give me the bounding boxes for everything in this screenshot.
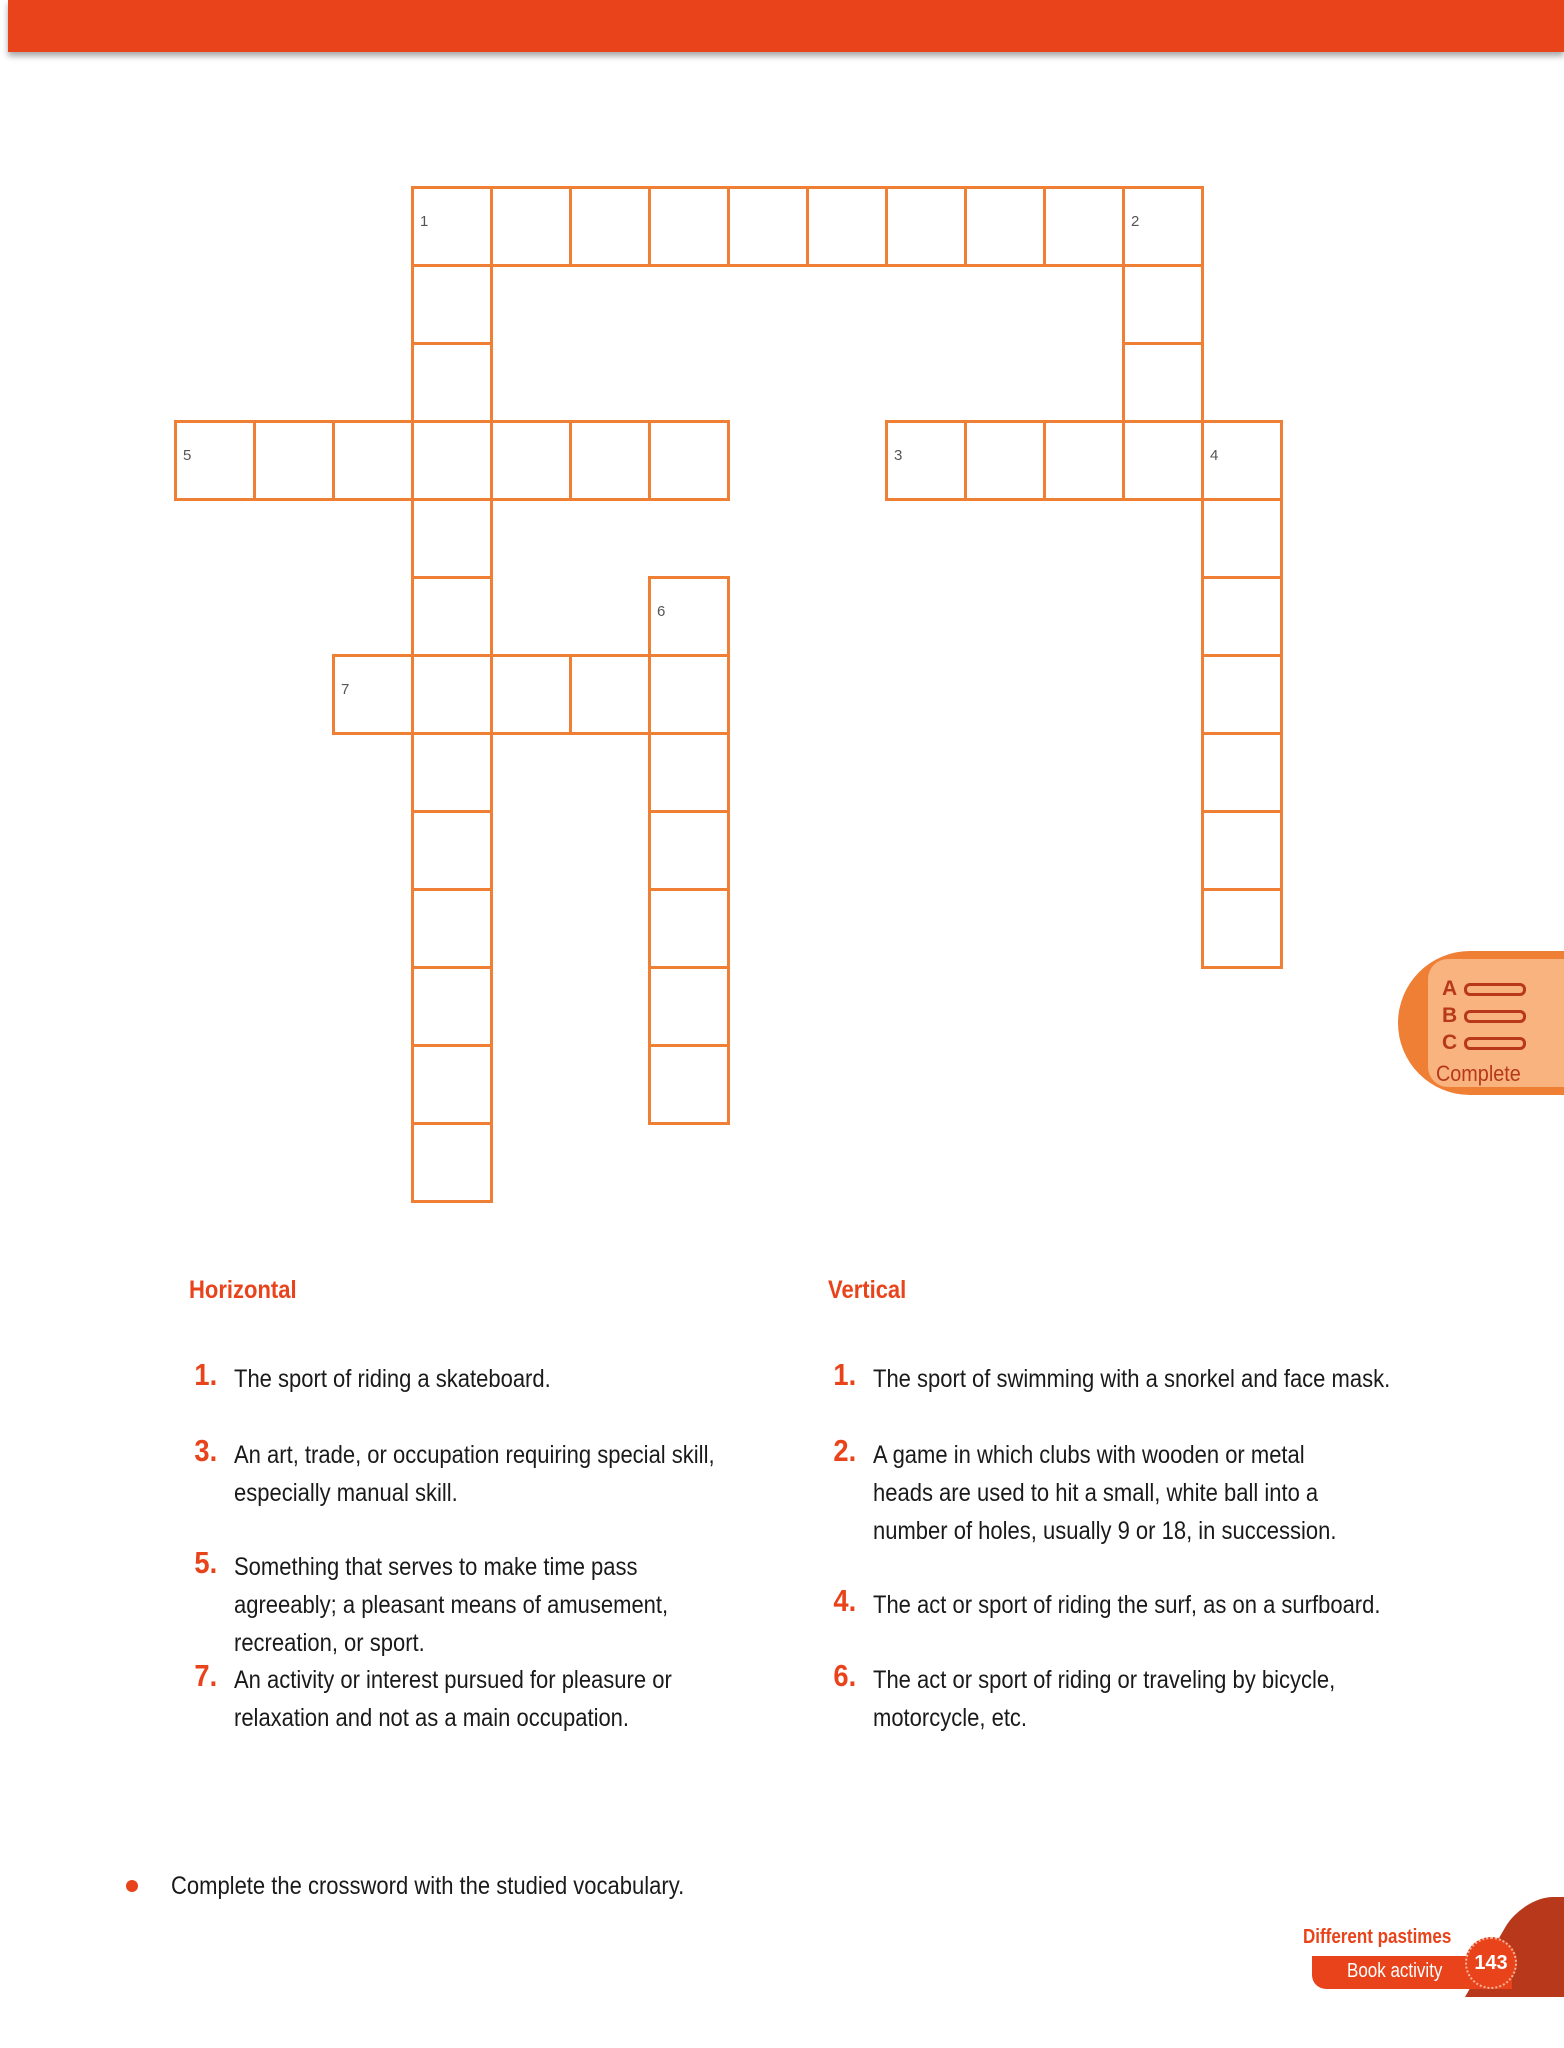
clue-text: The act or sport of riding or traveling by bicycle, motorcycle, etc. xyxy=(873,1666,1336,1732)
crossword-cell[interactable] xyxy=(411,888,493,969)
clue-number-label: 4 xyxy=(1210,447,1219,464)
clue-horizontal-7 xyxy=(194,1658,736,1737)
crossword-cell[interactable] xyxy=(332,654,414,735)
clue-number: 5. xyxy=(194,1545,218,1580)
badge-label: Complete xyxy=(1436,1061,1521,1086)
crossword-cell[interactable] xyxy=(411,1122,493,1203)
crossword-cell[interactable] xyxy=(648,420,730,501)
clue-horizontal-5 xyxy=(194,1545,736,1662)
crossword-cell[interactable] xyxy=(411,732,493,813)
clue-number: 7. xyxy=(194,1658,218,1693)
clue-number-label: 3 xyxy=(894,447,903,464)
footer-unit-title: Different pastimes xyxy=(1303,1926,1452,1948)
answer-line-icon xyxy=(1464,983,1526,996)
crossword-cell[interactable] xyxy=(648,1044,730,1125)
crossword-cell[interactable] xyxy=(1201,732,1283,813)
crossword-cell[interactable] xyxy=(648,888,730,969)
clue-number-label: 1 xyxy=(420,213,429,230)
crossword-cell[interactable] xyxy=(1122,342,1204,423)
clue-vertical-6 xyxy=(833,1658,1361,1737)
clue-text: The sport of swimming with a snorkel and face mask. xyxy=(873,1365,1391,1393)
crossword-cell[interactable] xyxy=(253,420,335,501)
crossword-cell[interactable] xyxy=(174,420,256,501)
clue-text: An activity or interest pursued for pleasure or relaxation and not as a main occupation. xyxy=(234,1666,672,1732)
clue-number: 1. xyxy=(194,1357,218,1392)
crossword-cell[interactable] xyxy=(490,654,572,735)
vertical-heading: Vertical xyxy=(828,1276,907,1304)
crossword-cell[interactable] xyxy=(806,186,888,267)
option-letter: A xyxy=(1442,977,1458,1000)
clue-text: An art, trade, or occupation requiring special skill, especially manual skill. xyxy=(234,1441,715,1507)
clue-horizontal-1 xyxy=(194,1357,736,1398)
clue-vertical-4 xyxy=(833,1583,1410,1624)
crossword-cell[interactable] xyxy=(332,420,414,501)
clue-vertical-2 xyxy=(833,1433,1361,1550)
clue-number-label: 2 xyxy=(1131,213,1140,230)
crossword-cell[interactable] xyxy=(411,342,493,423)
clue-text: The sport of riding a skateboard. xyxy=(234,1365,551,1393)
crossword-cell[interactable] xyxy=(1043,420,1125,501)
crossword-cell[interactable] xyxy=(727,186,809,267)
crossword-cell[interactable] xyxy=(964,186,1046,267)
crossword-cell[interactable] xyxy=(411,264,493,345)
crossword-cell[interactable] xyxy=(1201,654,1283,735)
crossword-cell[interactable] xyxy=(569,654,651,735)
instruction-text: Complete the crossword with the studied vocabulary. xyxy=(171,1872,685,1900)
clue-vertical-1 xyxy=(833,1357,1410,1398)
crossword-cell[interactable] xyxy=(1201,810,1283,891)
clue-text: The act or sport of riding the surf, as on a surfboard. xyxy=(873,1591,1381,1619)
clue-number-label: 6 xyxy=(657,603,666,620)
option-letter: B xyxy=(1442,1004,1458,1027)
clue-number: 1. xyxy=(833,1357,857,1392)
top-bar xyxy=(8,0,1564,52)
crossword-cell[interactable] xyxy=(411,498,493,579)
crossword-cell[interactable] xyxy=(648,732,730,813)
crossword-cell[interactable] xyxy=(1201,498,1283,579)
page-number: 143 xyxy=(1465,1937,1517,1989)
crossword-cell[interactable] xyxy=(411,186,493,267)
crossword-cell[interactable] xyxy=(964,420,1046,501)
crossword-cell[interactable] xyxy=(1122,264,1204,345)
crossword-cell[interactable] xyxy=(1201,888,1283,969)
crossword-cell[interactable] xyxy=(648,966,730,1047)
clue-number: 2. xyxy=(833,1433,857,1468)
crossword-cell[interactable] xyxy=(1201,576,1283,657)
answer-line-icon xyxy=(1464,1010,1526,1023)
complete-activity-badge xyxy=(1398,951,1564,1095)
clue-text: A game in which clubs with wooden or metal heads are used to hit a small, white ball into a number of holes, usually 9 or 18, in succession. xyxy=(873,1441,1337,1545)
bullet-icon xyxy=(126,1880,138,1892)
crossword-cell[interactable] xyxy=(490,186,572,267)
crossword-cell[interactable] xyxy=(648,186,730,267)
crossword-cell[interactable] xyxy=(411,654,493,735)
crossword-cell[interactable] xyxy=(648,810,730,891)
crossword-cell[interactable] xyxy=(648,654,730,735)
clue-text: Something that serves to make time pass agreeably; a pleasant means of amusement, recreation, or sport. xyxy=(234,1553,669,1657)
crossword-cell[interactable] xyxy=(648,576,730,657)
crossword-cell[interactable] xyxy=(885,186,967,267)
clue-horizontal-3 xyxy=(194,1433,736,1512)
crossword-cell[interactable] xyxy=(885,420,967,501)
crossword-cell[interactable] xyxy=(411,1044,493,1125)
crossword-cell[interactable] xyxy=(1122,420,1204,501)
crossword-cell[interactable] xyxy=(569,186,651,267)
crossword-cell[interactable] xyxy=(569,420,651,501)
crossword-cell[interactable] xyxy=(411,420,493,501)
crossword-cell[interactable] xyxy=(411,810,493,891)
clue-number: 4. xyxy=(833,1583,857,1618)
clue-number-label: 7 xyxy=(341,681,350,698)
clue-number: 3. xyxy=(194,1433,218,1468)
crossword-cell[interactable] xyxy=(411,966,493,1047)
clue-number: 6. xyxy=(833,1658,857,1693)
crossword-cell[interactable] xyxy=(1201,420,1283,501)
answer-line-icon xyxy=(1464,1037,1526,1050)
option-letter: C xyxy=(1442,1031,1458,1054)
crossword-cell[interactable] xyxy=(1043,186,1125,267)
crossword-cell[interactable] xyxy=(411,576,493,657)
footer-subtitle: Book activity xyxy=(1347,1960,1443,1982)
clue-number-label: 5 xyxy=(183,447,192,464)
horizontal-heading: Horizontal xyxy=(189,1276,297,1304)
crossword-cell[interactable] xyxy=(490,420,572,501)
crossword-cell[interactable] xyxy=(1122,186,1204,267)
